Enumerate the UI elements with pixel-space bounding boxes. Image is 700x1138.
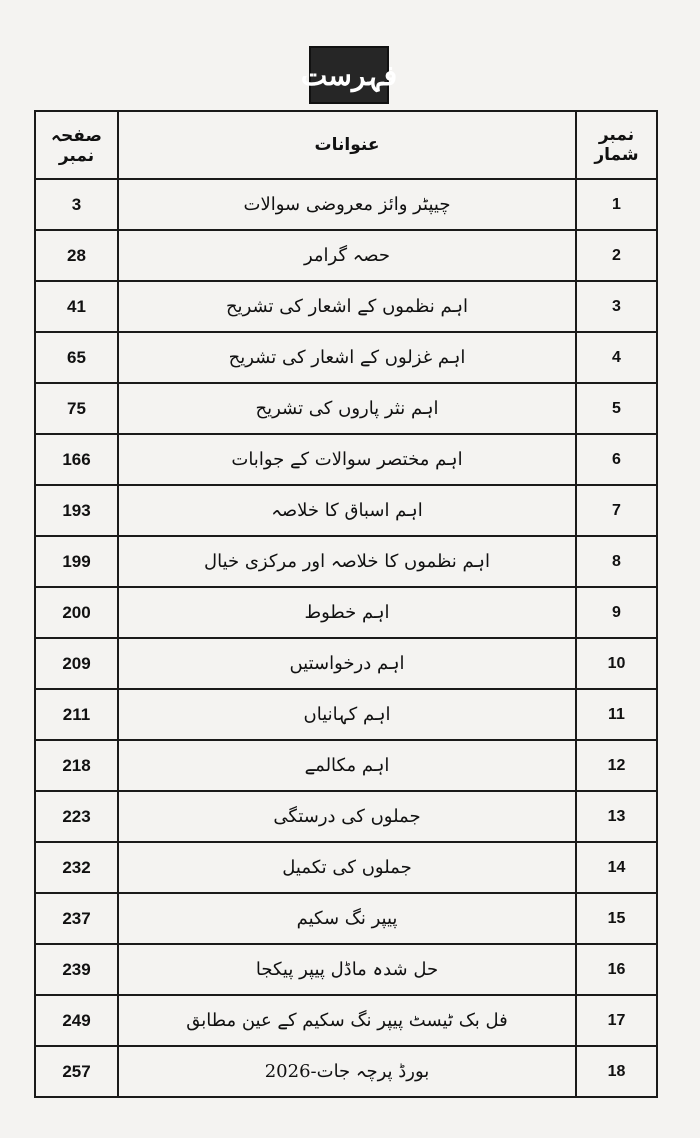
row-page-number: 193 (35, 485, 118, 536)
row-page-number: 232 (35, 842, 118, 893)
row-title: بورڈ پرچہ جات-2026 (118, 1046, 576, 1097)
row-page-number: 166 (35, 434, 118, 485)
row-serial-number: 2 (576, 230, 657, 281)
header-serial-number: نمبر شمار (576, 111, 657, 179)
header-titles: عنوانات (118, 111, 576, 179)
row-title: اہم نثر پاروں کی تشریح (118, 383, 576, 434)
row-page-number: 211 (35, 689, 118, 740)
row-serial-number: 18 (576, 1046, 657, 1097)
row-serial-number: 9 (576, 587, 657, 638)
contents-title: فہرست (300, 58, 398, 92)
row-serial-number: 8 (576, 536, 657, 587)
table-row (35, 791, 657, 842)
table-row (35, 536, 657, 587)
row-serial-number: 17 (576, 995, 657, 1046)
row-title: پیپر نگ سکیم (118, 893, 576, 944)
table-row (35, 281, 657, 332)
row-serial-number: 10 (576, 638, 657, 689)
table-row (35, 944, 657, 995)
table-row (35, 587, 657, 638)
row-title: جملوں کی تکمیل (118, 842, 576, 893)
row-title: اہم مختصر سوالات کے جوابات (118, 434, 576, 485)
row-page-number: 257 (35, 1046, 118, 1097)
row-title: فل بک ٹیسٹ پیپر نگ سکیم کے عین مطابق (118, 995, 576, 1046)
header-page-number: صفحہ نمبر (35, 111, 118, 179)
table-row (35, 1046, 657, 1097)
table-row (35, 332, 657, 383)
row-title: اہم مکالمے (118, 740, 576, 791)
row-title: اہم خطوط (118, 587, 576, 638)
row-page-number: 41 (35, 281, 118, 332)
row-page-number: 209 (35, 638, 118, 689)
row-page-number: 199 (35, 536, 118, 587)
table-row (35, 740, 657, 791)
row-page-number: 237 (35, 893, 118, 944)
row-title: اہم نظموں کا خلاصہ اور مرکزی خیال (118, 536, 576, 587)
contents-title-box (300, 46, 398, 104)
table-row (35, 842, 657, 893)
row-page-number: 239 (35, 944, 118, 995)
table-row (35, 179, 657, 230)
row-page-number: 75 (35, 383, 118, 434)
row-page-number: 65 (35, 332, 118, 383)
row-title: چیپٹر وائز معروضی سوالات (118, 179, 576, 230)
row-serial-number: 1 (576, 179, 657, 230)
row-serial-number: 7 (576, 485, 657, 536)
row-serial-number: 12 (576, 740, 657, 791)
row-title: حل شدہ ماڈل پیپر پیکجا (118, 944, 576, 995)
table-row (35, 638, 657, 689)
row-serial-number: 6 (576, 434, 657, 485)
row-serial-number: 3 (576, 281, 657, 332)
row-title: اہم کہانیاں (118, 689, 576, 740)
table-row (35, 434, 657, 485)
contents-table (34, 110, 658, 1098)
row-serial-number: 5 (576, 383, 657, 434)
row-page-number: 3 (35, 179, 118, 230)
row-serial-number: 16 (576, 944, 657, 995)
row-title: اہم نظموں کے اشعار کی تشریح (118, 281, 576, 332)
row-title: حصہ گرامر (118, 230, 576, 281)
table-row (35, 230, 657, 281)
table-row (35, 995, 657, 1046)
table-row (35, 893, 657, 944)
row-title: اہم غزلوں کے اشعار کی تشریح (118, 332, 576, 383)
row-page-number: 223 (35, 791, 118, 842)
table-row (35, 383, 657, 434)
row-serial-number: 14 (576, 842, 657, 893)
row-title: جملوں کی درستگی (118, 791, 576, 842)
row-serial-number: 15 (576, 893, 657, 944)
row-page-number: 218 (35, 740, 118, 791)
row-serial-number: 4 (576, 332, 657, 383)
row-page-number: 200 (35, 587, 118, 638)
table-row (35, 689, 657, 740)
row-page-number: 28 (35, 230, 118, 281)
row-serial-number: 11 (576, 689, 657, 740)
row-serial-number: 13 (576, 791, 657, 842)
table-row (35, 485, 657, 536)
header-row (35, 111, 657, 179)
row-title: اہم اسباق کا خلاصہ (118, 485, 576, 536)
row-page-number: 249 (35, 995, 118, 1046)
row-title: اہم درخواستیں (118, 638, 576, 689)
